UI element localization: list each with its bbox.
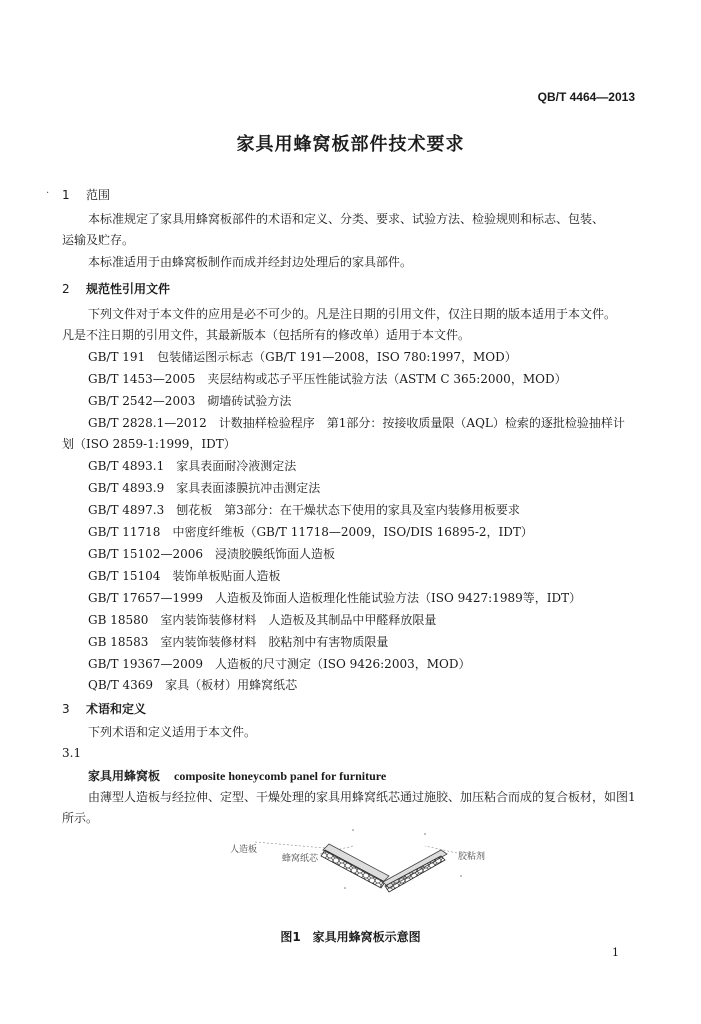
section-3-heading: 3 术语和定义 [62, 702, 147, 716]
reference-item: GB/T 4893.9 家具表面漆膜抗冲击测定法 [88, 481, 321, 495]
left-panel-board [323, 844, 389, 882]
section-2-intro-line-2: 凡是不注日期的引用文件，其最新版本（包括所有的修改单）适用于本文件。 [62, 328, 471, 342]
section-1-para-2: 本标准适用于由蜂窝板制作而成并经封边处理后的家具部件。 [88, 255, 413, 269]
section-2-heading: 2 规范性引用文件 [62, 282, 171, 296]
term-english: composite honeycomb panel for furniture [174, 769, 387, 783]
figure-label-board: 人造板 [230, 845, 258, 855]
reference-item: GB/T 4897.3 刨花板 第3部分：在干燥状态下使用的家具及室内装修用板要求 [88, 503, 520, 517]
subsection-number: 3.1 [62, 746, 82, 760]
margin-mark: · [46, 188, 50, 199]
page-title: 家具用蜂窝板部件技术要求 [236, 134, 465, 155]
reference-item: GB 18580 室内装饰装修材料 人造板及其制品中甲醛释放限量 [88, 613, 437, 627]
reference-item: GB/T 2542—2003 砌墙砖试验方法 [88, 394, 292, 408]
figure-label-glue: 胶粘剂 [458, 852, 486, 862]
leader-line-board [255, 842, 325, 848]
reference-item-continuation: 划（ISO 2859-1:1999，IDT） [62, 437, 236, 451]
reference-item: QB/T 4369 家具（板材）用蜂窝纸芯 [88, 678, 298, 692]
page-number: 1 [612, 946, 619, 959]
section-1-heading: 1 范围 [62, 188, 111, 202]
honeycomb-panel-diagram [225, 828, 495, 908]
reference-item: GB/T 4893.1 家具表面耐冷液测定法 [88, 459, 297, 473]
figure-caption: 图1 家具用蜂窝板示意图 [280, 930, 421, 944]
reference-item: GB/T 191 包装储运图示标志（GB/T 191—2008，ISO 780:1997，MOD） [88, 350, 517, 364]
section-2-intro-line-1: 下列文件对于本文件的应用是必不可少的。凡是注日期的引用文件，仅注日期的版本适用于本文件。 [88, 307, 617, 321]
reference-item: GB/T 17657—1999 人造板及饰面人造板理化性能试验方法（ISO 9427:1989等，IDT） [88, 591, 582, 605]
reference-item: GB 18583 室内装饰装修材料 胶粘剂中有害物质限量 [88, 635, 389, 649]
reference-item: GB/T 1453—2005 夹层结构或芯子平压性能试验方法（ASTM C 365:2000，MOD） [88, 372, 567, 386]
section-1-para-1-line-1: 本标准规定了家具用蜂窝板部件的术语和定义、分类、要求、试验方法、检验规则和标志、包装、 [88, 212, 605, 226]
reference-item: GB/T 15102—2006 浸渍胶膜纸饰面人造板 [88, 547, 335, 561]
figure-label-core: 蜂窝纸芯 [282, 854, 319, 864]
reference-item: GB/T 2828.1—2012 计数抽样检验程序 第1部分：按接收质量限（AQL）检索的逐批检验抽样计 [88, 416, 625, 430]
section-3-intro: 下列术语和定义适用于本文件。 [88, 725, 257, 739]
term-definition-line-1: 由薄型人造板与经拉伸、定型、干燥处理的家具用蜂窝纸芯通过施胶、加压粘合而成的复合板材，如图1 [88, 790, 636, 804]
term-chinese: 家具用蜂窝板 [88, 769, 161, 783]
section-1-para-1-line-2: 运输及贮存。 [62, 233, 135, 247]
standard-code: QB/T 4464—2013 [537, 90, 635, 104]
term-heading [88, 768, 386, 784]
reference-item: GB/T 11718 中密度纤维板（GB/T 11718—2009，ISO/DIS 16895-2，IDT） [88, 525, 533, 539]
reference-item: GB/T 15104 装饰单板贴面人造板 [88, 569, 281, 583]
reference-item: GB/T 19367—2009 人造板的尺寸测定（ISO 9426:2003，MOD） [88, 657, 471, 671]
right-panel-core [385, 856, 445, 892]
term-definition-line-2: 所示。 [62, 811, 99, 825]
